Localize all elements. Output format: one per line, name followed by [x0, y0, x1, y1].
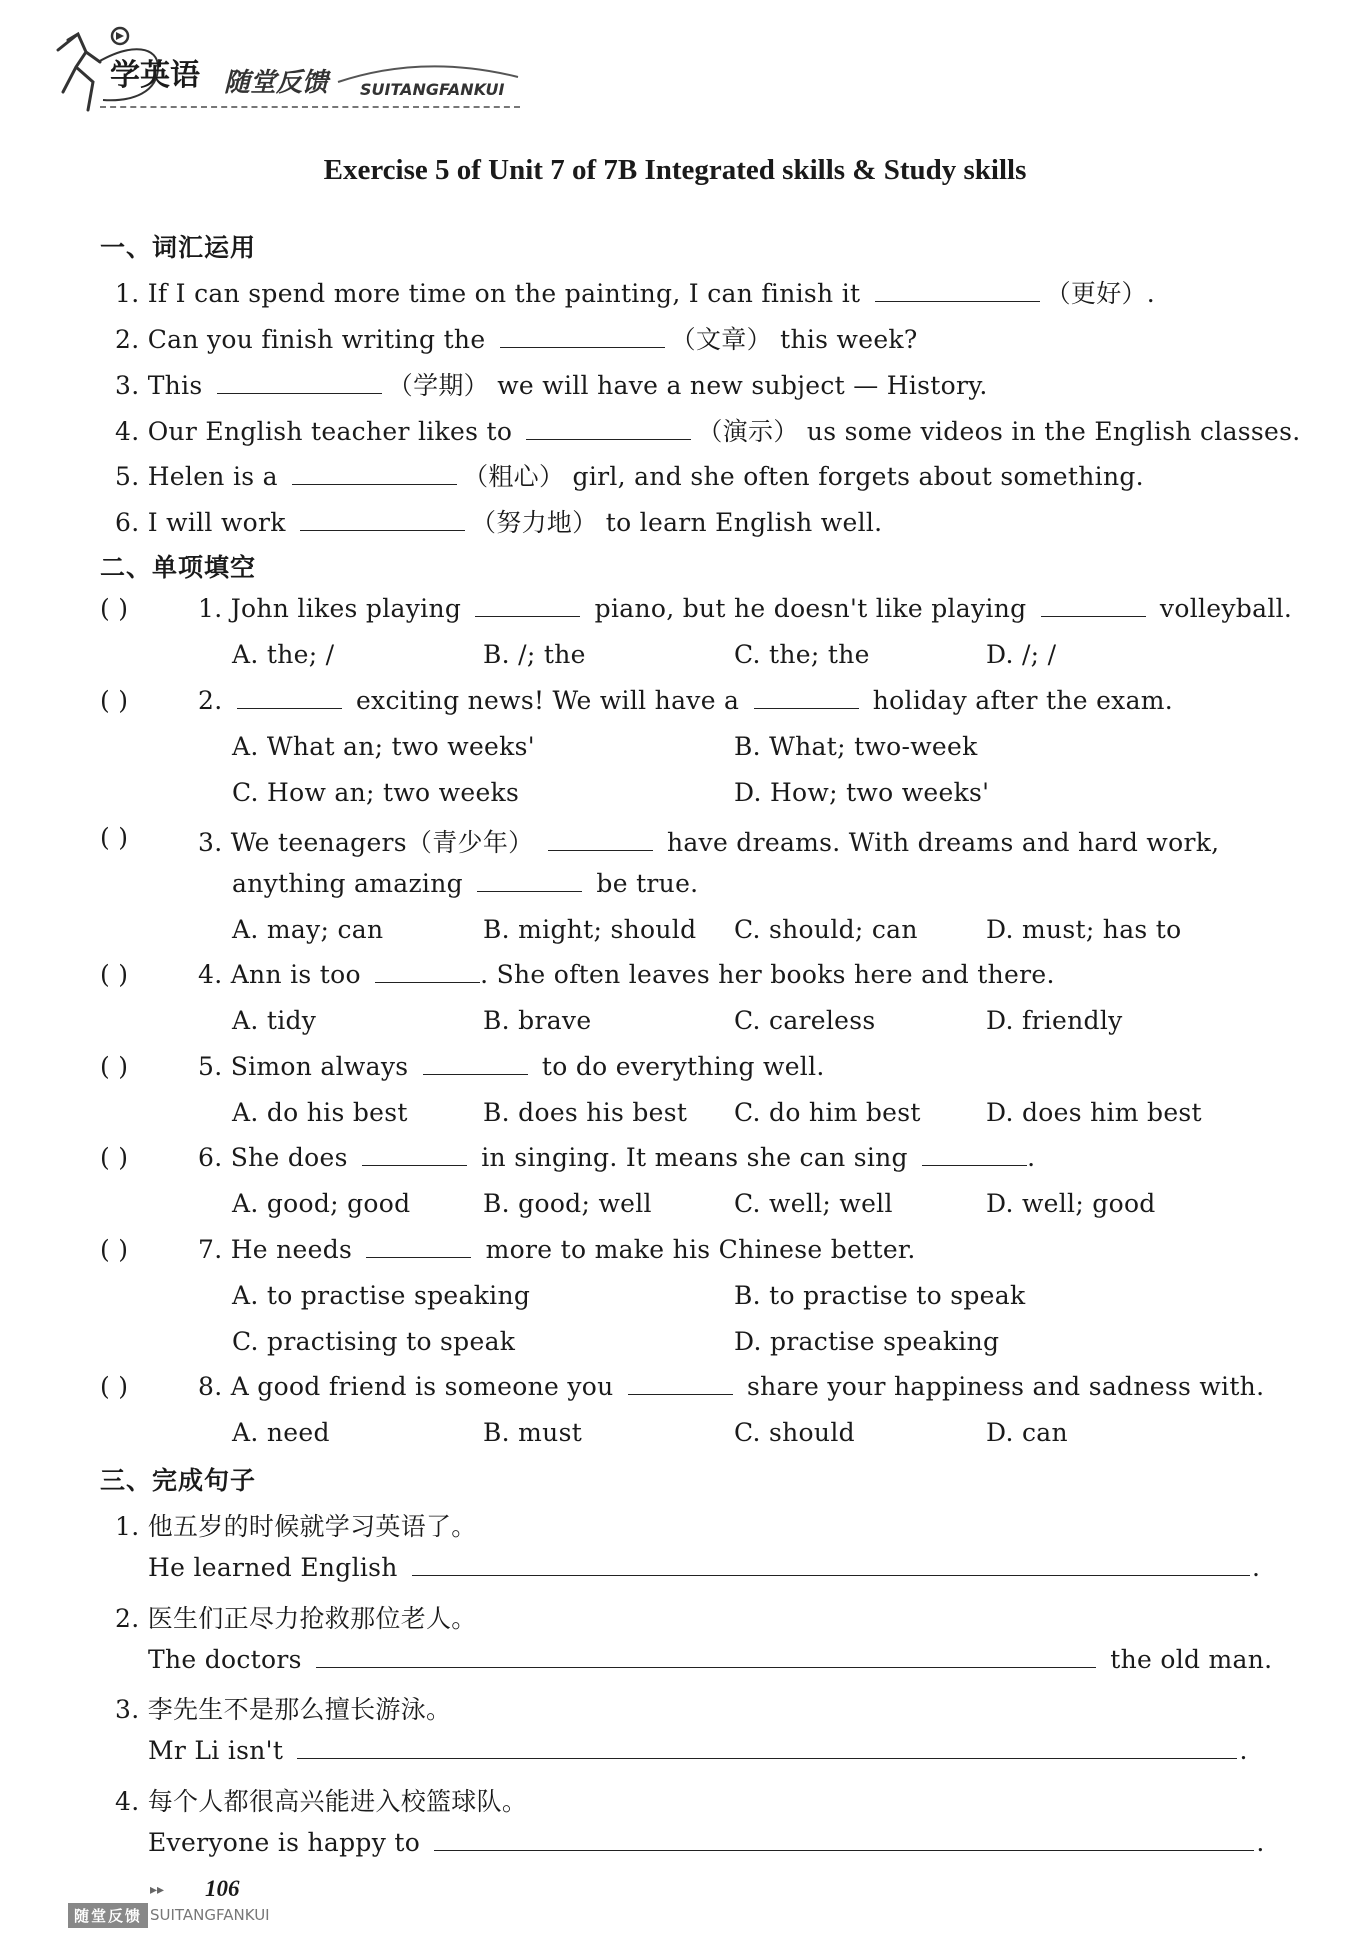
answer-line[interactable]	[412, 1574, 1250, 1576]
item-number: 4.	[115, 1787, 140, 1816]
sentence-start: The doctors	[148, 1645, 302, 1674]
item-text: girl, and she often forgets about something.	[572, 462, 1144, 491]
item-text: Our English teacher likes to	[147, 417, 513, 446]
option-c[interactable]: C. the; the	[734, 640, 870, 669]
option-d[interactable]: D. can	[986, 1418, 1068, 1447]
answer-blank	[1041, 615, 1146, 617]
question-3	[198, 823, 1219, 859]
chinese-sentence: 每个人都很高兴能进入校篮球队。	[147, 1787, 528, 1816]
answer-blank	[423, 1073, 528, 1075]
logo-subtitle: 随堂反馈	[224, 68, 329, 98]
question-number: 1.	[198, 594, 223, 623]
question-text: exciting news! We will have a	[355, 686, 740, 715]
option-d[interactable]: D. well; good	[986, 1189, 1156, 1218]
question-text: She does	[230, 1143, 348, 1172]
question-text: A good friend is someone you	[230, 1372, 614, 1401]
header-divider	[100, 106, 520, 108]
question-text: .	[1027, 1143, 1036, 1172]
question-text: in singing. It means she can sing	[481, 1143, 908, 1172]
option-d[interactable]: D. friendly	[986, 1006, 1123, 1035]
sentence-start: He learned English	[148, 1553, 398, 1582]
vocab-item	[115, 503, 882, 539]
sentence-prompt	[115, 1507, 477, 1543]
item-number: 5.	[115, 462, 140, 491]
sentence-prompt	[115, 1599, 477, 1635]
logo-english: SUITANGFANKUI	[360, 80, 505, 99]
footer-arrows-icon: ▸▸	[150, 1882, 165, 1898]
sentence-answer	[148, 1553, 1260, 1582]
question-number: 4.	[198, 960, 223, 989]
option-b[interactable]: B. What; two-week	[734, 732, 978, 761]
item-hint: （学期）	[387, 371, 489, 400]
question-text: He needs	[230, 1235, 353, 1264]
answer-line[interactable]	[297, 1757, 1237, 1759]
item-text: If I can spend more time on the painting, I can finish it	[147, 279, 861, 308]
question-number: 2.	[198, 686, 223, 715]
question-4	[198, 960, 1055, 989]
item-hint: （粗心）	[463, 462, 565, 491]
question-text: Ann is too	[230, 960, 361, 989]
answer-blank	[628, 1393, 733, 1395]
answer-paren[interactable]: ( )	[100, 960, 129, 989]
vocab-item	[115, 366, 988, 402]
answer-blank	[477, 890, 582, 892]
option-b[interactable]: B. might; should	[483, 915, 697, 944]
option-d[interactable]: D. practise speaking	[734, 1327, 1000, 1356]
question-number: 8.	[198, 1372, 223, 1401]
sentence-end: .	[1256, 1828, 1265, 1857]
option-c[interactable]: C. well; well	[734, 1189, 893, 1218]
question-text: to do everything well.	[541, 1052, 825, 1081]
option-a[interactable]: A. tidy	[232, 1006, 317, 1035]
option-b[interactable]: B. brave	[483, 1006, 592, 1035]
sentence-start: Everyone is happy to	[148, 1828, 421, 1857]
option-c[interactable]: C. practising to speak	[232, 1327, 516, 1356]
option-a[interactable]: A. may; can	[232, 915, 384, 944]
question-5	[198, 1052, 825, 1081]
sentence-answer	[148, 1828, 1265, 1857]
item-text: to learn English well.	[605, 508, 883, 537]
answer-blank[interactable]	[526, 438, 691, 440]
question-text: share your happiness and sadness with.	[747, 1372, 1265, 1401]
option-b[interactable]: B. to practise to speak	[734, 1281, 1026, 1310]
question-text: piano, but he doesn't like playing	[594, 594, 1027, 623]
answer-paren[interactable]: ( )	[100, 1052, 129, 1081]
question-number: 5.	[198, 1052, 223, 1081]
question-6	[198, 1143, 1035, 1172]
option-d[interactable]: D. /; /	[986, 640, 1057, 669]
item-number: 3.	[115, 1695, 140, 1724]
answer-blank	[362, 1164, 467, 1166]
chinese-sentence: 他五岁的时候就学习英语了。	[147, 1512, 477, 1541]
answer-paren[interactable]: ( )	[100, 1235, 129, 1264]
option-c[interactable]: C. How an; two weeks	[232, 778, 520, 807]
option-a[interactable]: A. the; /	[232, 640, 335, 669]
answer-paren[interactable]: ( )	[100, 594, 129, 623]
option-c[interactable]: C. should; can	[734, 915, 918, 944]
answer-line[interactable]	[316, 1666, 1096, 1668]
vocab-item	[115, 412, 1301, 448]
answer-paren[interactable]: ( )	[100, 1143, 129, 1172]
question-number: 6.	[198, 1143, 223, 1172]
question-text: anything amazing	[232, 869, 463, 898]
section2-heading: 二、单项填空	[100, 553, 257, 582]
answer-paren[interactable]: ( )	[100, 823, 129, 852]
option-b[interactable]: B. does his best	[483, 1098, 688, 1127]
option-c[interactable]: C. careless	[734, 1006, 876, 1035]
sentence-end: the old man.	[1110, 1645, 1273, 1674]
question-1	[198, 594, 1292, 623]
item-number: 2.	[115, 325, 140, 354]
item-text: Helen is a	[147, 462, 278, 491]
question-text: volleyball.	[1159, 594, 1293, 623]
question-text: have dreams. With dreams and hard work,	[666, 828, 1220, 857]
item-hint: （演示）	[697, 417, 799, 446]
sentence-prompt	[115, 1782, 527, 1818]
answer-blank[interactable]	[500, 346, 665, 348]
answer-blank	[548, 849, 653, 851]
question-text: more to make his Chinese better.	[485, 1235, 916, 1264]
page-title: Exercise 5 of Unit 7 of 7B Integrated skills & Study skills	[323, 154, 1027, 186]
question-2	[198, 686, 1173, 715]
item-number: 1.	[115, 1512, 140, 1541]
item-hint: （更好）.	[1045, 279, 1156, 308]
question-text: . She often leaves her books here and there.	[480, 960, 1055, 989]
answer-blank[interactable]	[300, 529, 465, 531]
item-text: I will work	[147, 508, 286, 537]
question-7	[198, 1235, 916, 1264]
chinese-sentence: 李先生不是那么擅长游泳。	[147, 1695, 452, 1724]
answer-blank	[922, 1164, 1027, 1166]
sentence-answer	[148, 1736, 1248, 1765]
option-c[interactable]: C. do him best	[734, 1098, 921, 1127]
item-text: Can you finish writing the	[147, 325, 486, 354]
logo-title: 学英语	[110, 58, 200, 93]
item-text: This	[147, 371, 203, 400]
answer-blank	[366, 1256, 471, 1258]
question-text: We teenagers（青少年）	[230, 828, 534, 857]
question-number: 3.	[198, 828, 223, 857]
question-text: holiday after the exam.	[872, 686, 1174, 715]
item-number: 6.	[115, 508, 140, 537]
question-number: 7.	[198, 1235, 223, 1264]
item-hint: （努力地）	[470, 508, 598, 537]
answer-blank[interactable]	[292, 483, 457, 485]
sentence-answer	[148, 1645, 1272, 1674]
item-number: 4.	[115, 417, 140, 446]
sentence-end: .	[1239, 1736, 1248, 1765]
question-3-line2	[232, 869, 698, 898]
vocab-item	[115, 320, 918, 356]
section3-heading: 三、完成句子	[100, 1466, 257, 1495]
item-number: 2.	[115, 1604, 140, 1633]
sentence-start: Mr Li isn't	[148, 1736, 284, 1765]
question-8	[198, 1372, 1264, 1401]
item-text: we will have a new subject — History.	[497, 371, 988, 400]
option-b[interactable]: B. must	[483, 1418, 583, 1447]
footer-subtitle: SUITANGFANKUI	[150, 1906, 270, 1924]
answer-blank	[754, 707, 859, 709]
answer-blank	[475, 615, 580, 617]
question-text: Simon always	[230, 1052, 409, 1081]
item-text: this week?	[780, 325, 918, 354]
answer-blank	[237, 707, 342, 709]
chinese-sentence: 医生们正尽力抢救那位老人。	[147, 1604, 477, 1633]
answer-blank[interactable]	[875, 300, 1040, 302]
question-text: be true.	[596, 869, 699, 898]
option-c[interactable]: C. should	[734, 1418, 855, 1447]
answer-paren[interactable]: ( )	[100, 1372, 129, 1401]
vocab-item	[115, 274, 1155, 310]
option-d[interactable]: D. must; has to	[986, 915, 1182, 944]
option-b[interactable]: B. /; the	[483, 640, 586, 669]
item-hint: （文章）	[670, 325, 772, 354]
page-number: 106	[205, 1876, 240, 1901]
item-text: us some videos in the English classes.	[806, 417, 1301, 446]
question-text: John likes playing	[230, 594, 462, 623]
option-d[interactable]: D. How; two weeks'	[734, 778, 990, 807]
option-a[interactable]: A. good; good	[232, 1189, 411, 1218]
option-b[interactable]: B. good; well	[483, 1189, 652, 1218]
item-number: 1.	[115, 279, 140, 308]
answer-blank	[375, 981, 480, 983]
answer-paren[interactable]: ( )	[100, 686, 129, 715]
vocab-item	[115, 457, 1144, 493]
answer-blank[interactable]	[217, 392, 382, 394]
sentence-end: .	[1251, 1553, 1261, 1582]
option-d[interactable]: D. does him best	[986, 1098, 1202, 1127]
option-a[interactable]: A. need	[232, 1418, 330, 1447]
footer-badge: 随堂反馈	[68, 1903, 148, 1928]
sentence-prompt	[115, 1690, 451, 1726]
option-a[interactable]: A. What an; two weeks'	[232, 732, 535, 761]
section1-heading: 一、词汇运用	[100, 233, 257, 262]
option-a[interactable]: A. to practise speaking	[232, 1281, 531, 1310]
answer-line[interactable]	[434, 1849, 1254, 1851]
option-a[interactable]: A. do his best	[232, 1098, 408, 1127]
item-number: 3.	[115, 371, 140, 400]
